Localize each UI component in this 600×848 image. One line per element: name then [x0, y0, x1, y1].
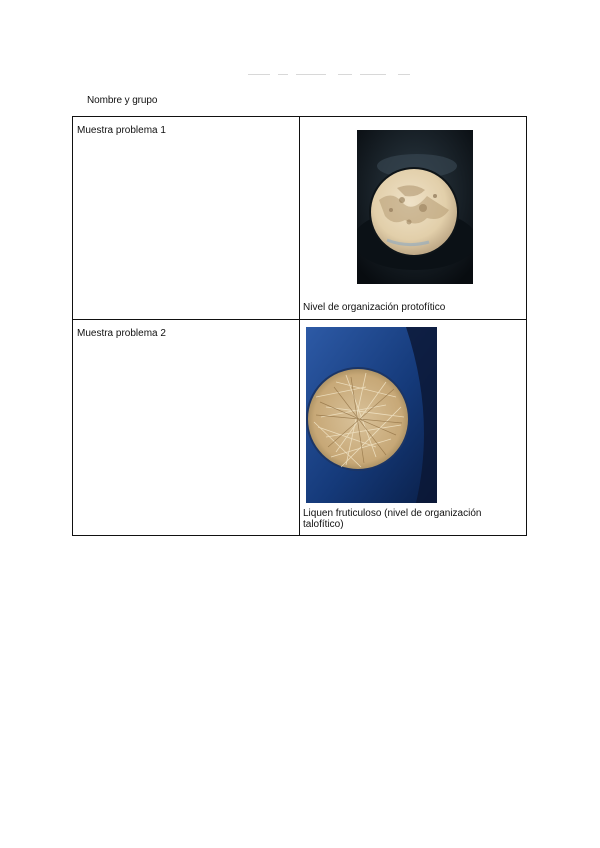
samples-table	[72, 116, 527, 536]
microscope-photo-fruticose-lichen	[306, 327, 437, 503]
sample-image-cell	[300, 320, 527, 536]
table-row	[73, 117, 527, 320]
sample-caption: Nivel de organización protofítico	[303, 302, 446, 313]
sample-label: Muestra problema 2	[77, 328, 166, 339]
table-row	[73, 320, 527, 536]
sample-caption: Liquen fruticuloso (nivel de organización talofítico)	[303, 508, 482, 530]
name-and-group-label: Nombre y grupo	[87, 95, 158, 106]
sample-label-cell	[73, 320, 300, 536]
sample-label-cell	[73, 117, 300, 320]
faint-header-marks	[248, 74, 418, 78]
sample-image-cell	[300, 117, 527, 320]
sample-label: Muestra problema 1	[77, 125, 166, 136]
microscope-photo-protophytic	[357, 130, 473, 284]
